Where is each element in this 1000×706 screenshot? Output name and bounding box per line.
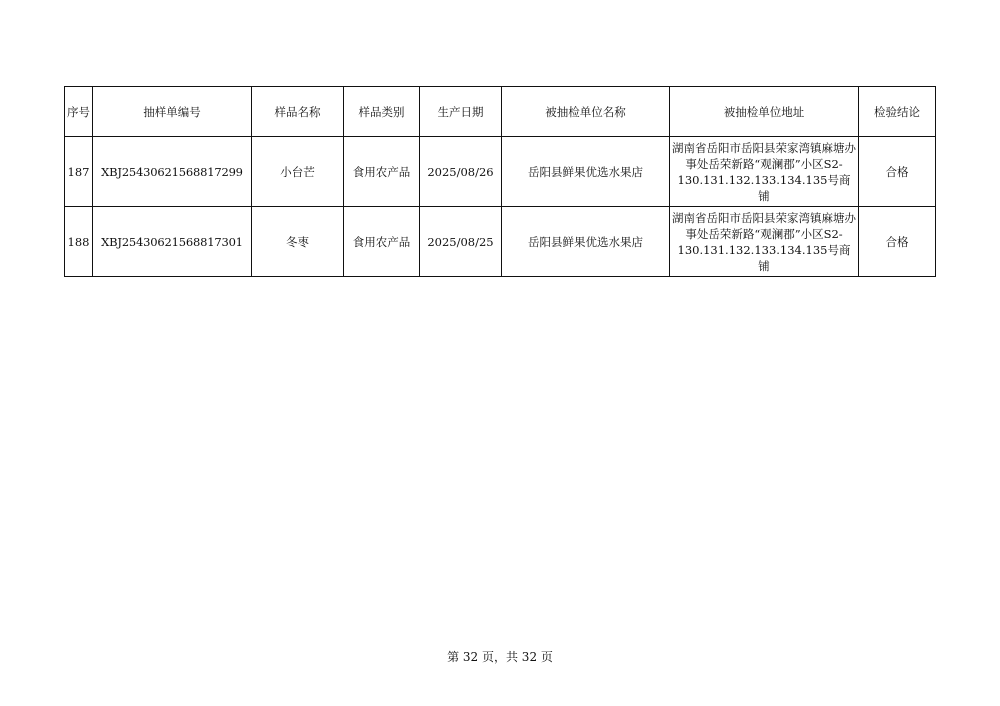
table-row — [65, 207, 936, 277]
cell-conclusion: 合格 — [859, 137, 936, 207]
header-production-date: 生产日期 — [420, 87, 502, 137]
cell-sample-no: XBJ25430621568817299 — [93, 137, 252, 207]
header-conclusion: 检验结论 — [859, 87, 936, 137]
cell-unit-address: 湖南省岳阳市岳阳县荣家湾镇麻塘办事处岳荣新路“观澜郡”小区S2-130.131.132.133.134.135号商铺 — [670, 137, 859, 207]
cell-sample-name: 冬枣 — [252, 207, 344, 277]
cell-unit-name: 岳阳县鲜果优选水果店 — [502, 207, 670, 277]
cell-sample-no: XBJ25430621568817301 — [93, 207, 252, 277]
cell-production-date: 2025/08/25 — [420, 207, 502, 277]
cell-unit-name: 岳阳县鲜果优选水果店 — [502, 137, 670, 207]
header-category: 样品类别 — [344, 87, 420, 137]
header-unit-address: 被抽检单位地址 — [670, 87, 859, 137]
inspection-results-table — [64, 86, 936, 277]
header-sample-no: 抽样单编号 — [93, 87, 252, 137]
page-number-footer: 第 32 页，共 32 页 — [447, 650, 553, 664]
cell-sample-name: 小台芒 — [252, 137, 344, 207]
cell-seq: 188 — [65, 207, 93, 277]
table-header-row — [65, 87, 936, 137]
cell-unit-address: 湖南省岳阳市岳阳县荣家湾镇麻塘办事处岳荣新路“观澜郡”小区S2-130.131.132.133.134.135号商铺 — [670, 207, 859, 277]
table-row — [65, 137, 936, 207]
header-sample-name: 样品名称 — [252, 87, 344, 137]
cell-category: 食用农产品 — [344, 207, 420, 277]
cell-category: 食用农产品 — [344, 137, 420, 207]
header-unit-name: 被抽检单位名称 — [502, 87, 670, 137]
cell-conclusion: 合格 — [859, 207, 936, 277]
cell-seq: 187 — [65, 137, 93, 207]
header-seq: 序号 — [65, 87, 93, 137]
cell-production-date: 2025/08/26 — [420, 137, 502, 207]
